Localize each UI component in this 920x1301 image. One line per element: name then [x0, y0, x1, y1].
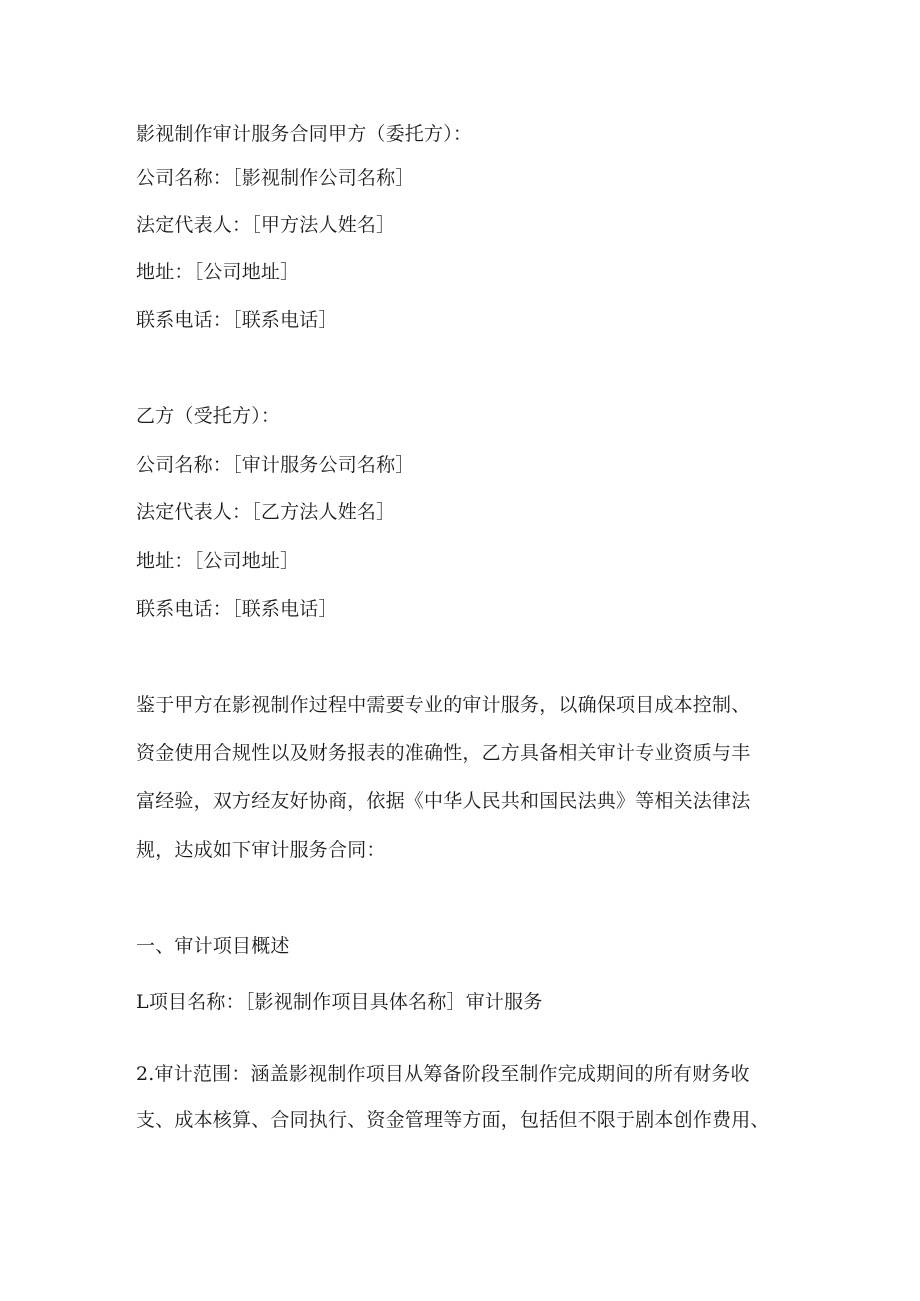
party-a-heading: 影视制作审计服务合同甲方（委托方）：: [136, 123, 473, 145]
party-a-company: 公司名称：［影视制作公司名称］: [136, 167, 415, 189]
section-1-item-2-line: 2.审计范围：涵盖影视制作项目从筹备阶段至制作完成期间的所有财务收: [136, 1063, 750, 1085]
party-b-address: 地址：［公司地址］: [136, 550, 300, 572]
preamble-line: 资金使用合规性以及财务报表的准确性，乙方具备相关审计专业资质与丰: [136, 742, 751, 764]
party-a-phone: 联系电话：［联系电话］: [136, 309, 338, 331]
preamble-line: 鉴于甲方在影视制作过程中需要专业的审计服务，以确保项目成本控制、: [136, 694, 751, 716]
section-1-item-2-line: 支、成本核算、合同执行、资金管理等方面，包括但不限于剧本创作费用、: [136, 1109, 770, 1131]
section-1-item-1: L项目名称：［影视制作项目具体名称］审计服务: [136, 991, 543, 1013]
preamble-line: 规，达成如下审计服务合同：: [136, 839, 386, 861]
preamble-line: 富经验，双方经友好协商，依据《中华人民共和国民法典》等相关法律法: [136, 790, 751, 812]
party-b-representative: 法定代表人：［乙方法人姓名］: [136, 501, 396, 523]
section-1-title: 一、审计项目概述: [136, 935, 290, 957]
party-b-phone: 联系电话：［联系电话］: [136, 598, 338, 620]
party-a-representative: 法定代表人：［甲方法人姓名］: [136, 214, 396, 236]
party-b-company: 公司名称：［审计服务公司名称］: [136, 454, 415, 476]
party-a-address: 地址：［公司地址］: [136, 261, 300, 283]
party-b-heading: 乙方（受托方）：: [136, 405, 281, 427]
